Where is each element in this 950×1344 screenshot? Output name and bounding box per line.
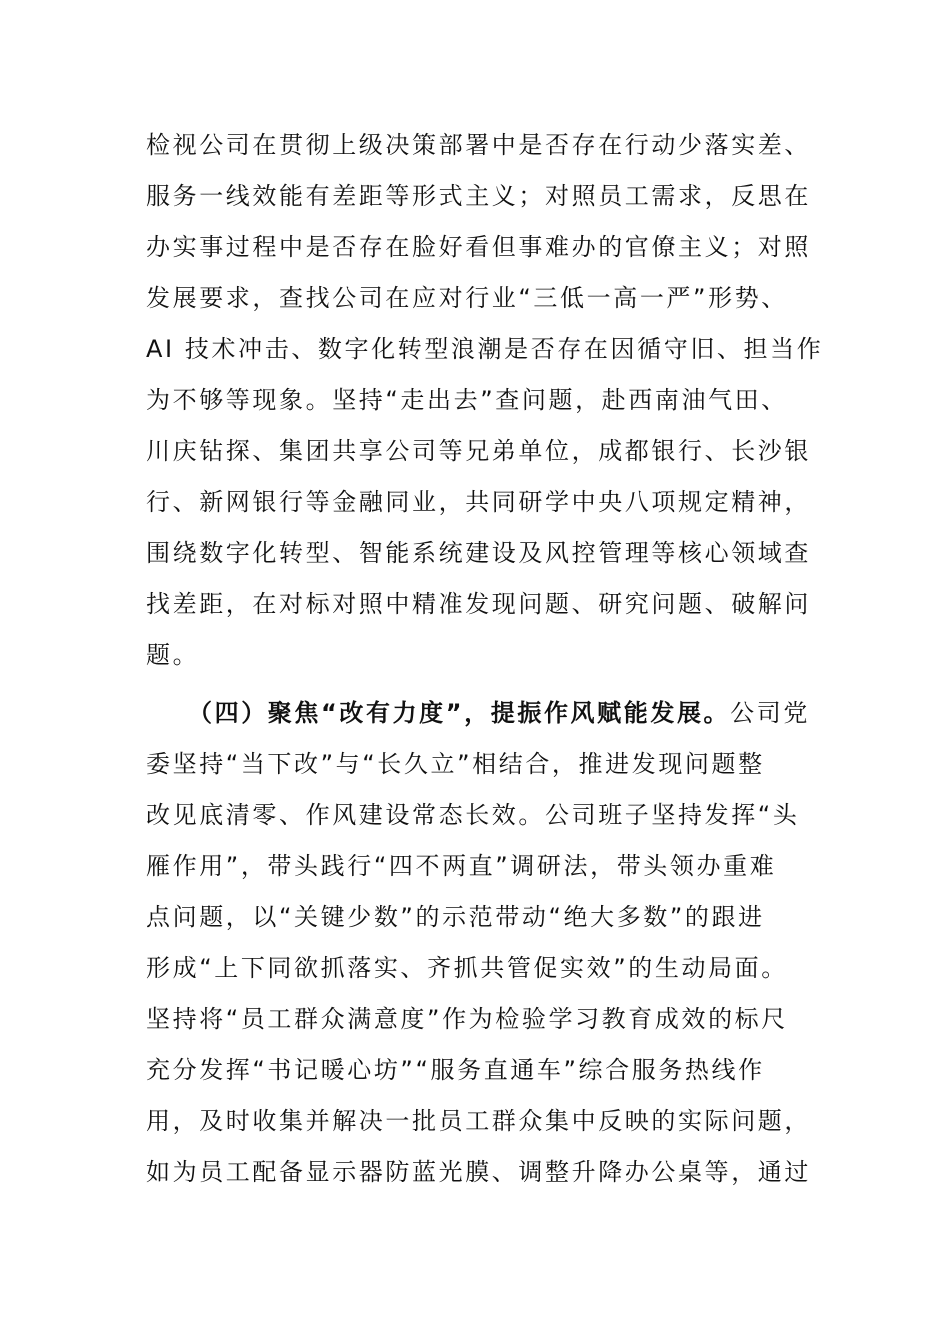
paragraph-line: AI 技术冲击、数字化转型浪潮是否存在因循守旧、担当作: [146, 335, 824, 363]
paragraph-line: 服务一线效能有差距等形式主义；对照员工需求，反思在: [146, 182, 811, 210]
section-heading: （四）聚焦“改有力度”，提振作风赋能发展。: [188, 699, 731, 727]
paragraph-line: 改见底清零、作风建设常态长效。公司班子坚持发挥“头: [146, 801, 800, 829]
paragraph-line: 发展要求，查找公司在应对行业“三低一高一严”形势、: [146, 284, 788, 312]
paragraph-line: 雁作用”，带头践行“四不两直”调研法，带头领办重难: [146, 852, 777, 880]
paragraph-line: 为不够等现象。坚持“走出去”查问题，赴西南油气田、: [146, 386, 788, 414]
paragraph-line: 找差距，在对标对照中精准发现问题、研究问题、破解问: [146, 590, 811, 618]
paragraph-line: 坚持将“员工群众满意度”作为检验学习教育成效的标尺: [146, 1005, 788, 1033]
paragraph-1: [146, 120, 826, 681]
paragraph-line: 用，及时收集并解决一批员工群众集中反映的实际问题，: [146, 1107, 811, 1135]
paragraph-line: 川庆钻探、集团共享公司等兄弟单位，成都银行、长沙银: [146, 437, 811, 465]
paragraph-line: 办实事过程中是否存在脸好看但事难办的官僚主义；对照: [146, 233, 811, 261]
paragraph-line: 检视公司在贯彻上级决策部署中是否存在行动少落实差、: [146, 131, 811, 159]
paragraph-2: [146, 688, 826, 1198]
paragraph-line: 委坚持“当下改”与“长久立”相结合，推进发现问题整: [146, 750, 765, 778]
paragraph-line: 充分发挥“书记暖心坊”“服务直通车”综合服务热线作: [146, 1056, 765, 1084]
heading-continuation: 公司党: [730, 699, 810, 727]
paragraph-first-line: [146, 688, 826, 739]
paragraph-line: 题。: [146, 641, 200, 669]
paragraph-line: 如为员工配备显示器防蓝光膜、调整升降办公桌等，通过: [146, 1158, 811, 1186]
paragraph-line: 行、新网银行等金融同业，共同研学中央八项规定精神，: [146, 488, 811, 516]
paragraph-line: 围绕数字化转型、智能系统建设及风控管理等核心领域查: [146, 539, 811, 567]
paragraph-line: 形成“上下同欲抓落实、齐抓共管促实效”的生动局面。: [146, 954, 788, 982]
paragraph-line: 点问题，以“关键少数”的示范带动“绝大多数”的跟进: [146, 903, 765, 931]
